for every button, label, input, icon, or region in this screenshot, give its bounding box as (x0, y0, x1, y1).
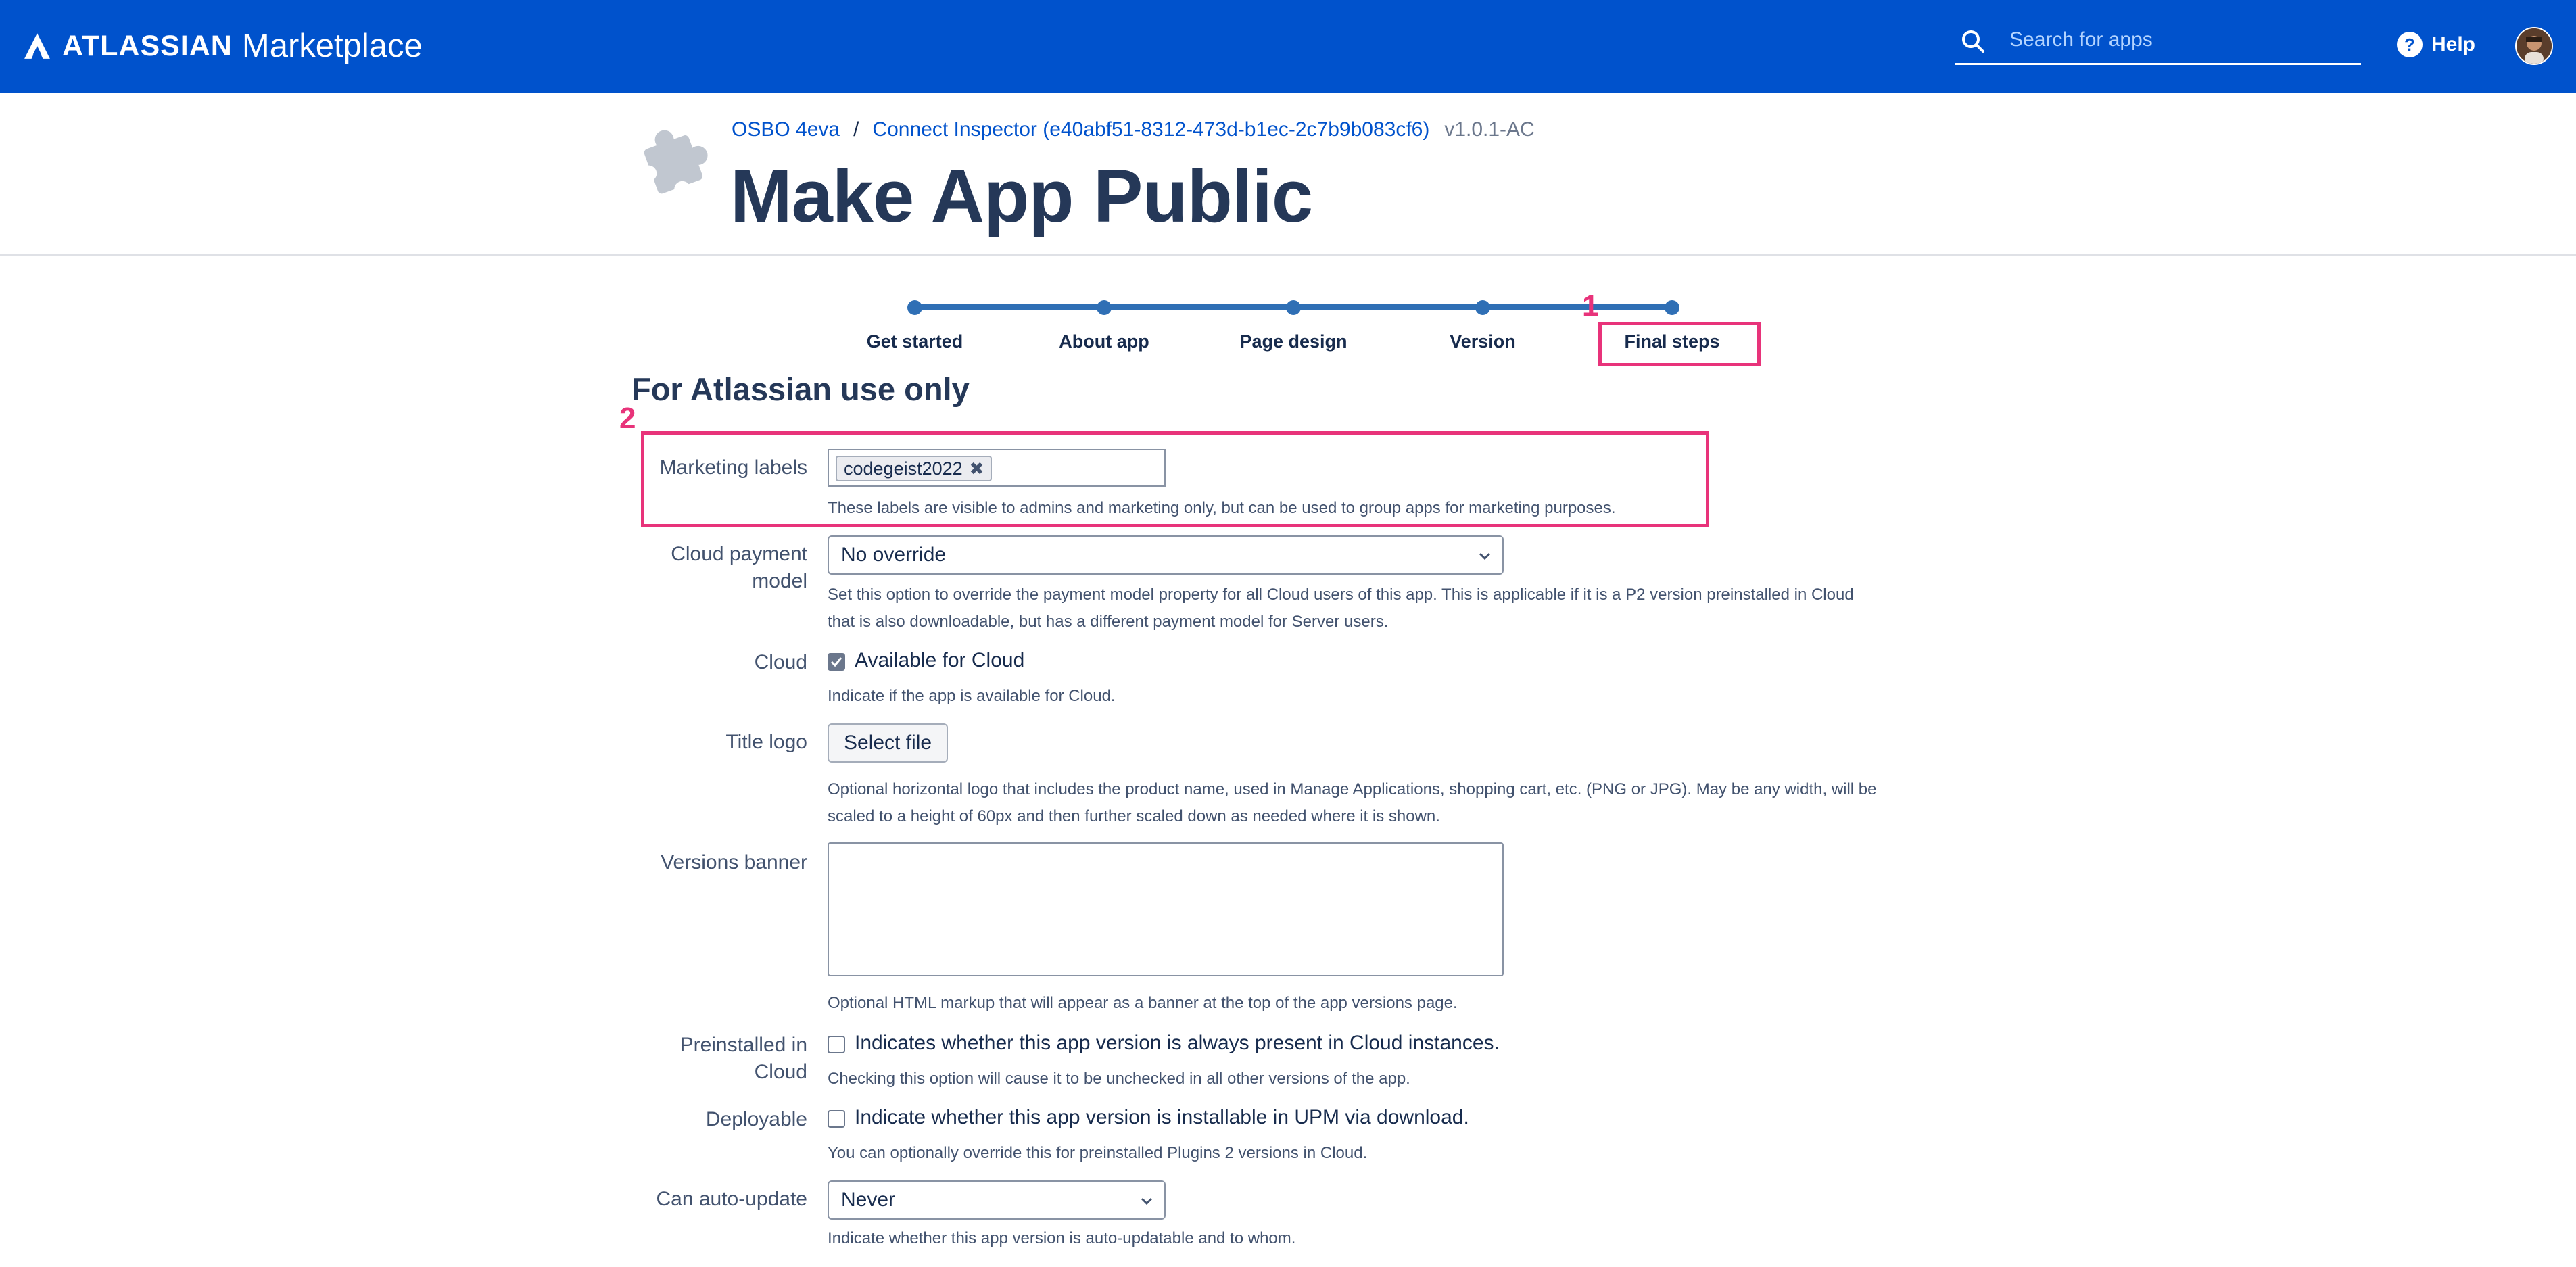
cloud-label: Cloud (754, 651, 807, 673)
marketing-labels-label: Marketing labels (659, 456, 807, 479)
deployable-checkbox[interactable] (828, 1110, 845, 1128)
title-logo-description-line2: scaled to a height of 60px and then further scaled down as needed where it is shown. (828, 807, 1440, 826)
tag-label: codegeist2022 (844, 458, 963, 479)
cloud-payment-model-value: No override (841, 544, 947, 566)
atlassian-logo-icon (23, 32, 51, 60)
help-icon (2396, 31, 2423, 58)
marketing-labels-description: These labels are visible to admins and marketing only, but can be used to group apps for marketing purposes. (828, 499, 1616, 517)
available-for-cloud-label[interactable]: Available for Cloud (855, 649, 1025, 671)
help-label: Help (2431, 33, 2476, 55)
annotation-marker-2: 2 (619, 402, 636, 435)
select-file-button[interactable]: Select file (828, 723, 948, 763)
step-dot-page-design (1286, 300, 1301, 315)
versions-banner-description: Optional HTML markup that will appear as a banner at the top of the app versions page. (828, 994, 1458, 1012)
deployable-label: Deployable (705, 1108, 807, 1130)
preinstalled-in-cloud-label-line2: Cloud (754, 1061, 807, 1083)
atlassian-marketplace-logo[interactable] (23, 26, 423, 66)
step-dot-about-app (1097, 300, 1112, 315)
user-avatar-image (2517, 28, 2552, 64)
help-link[interactable] (2396, 30, 2475, 59)
step-about-app[interactable]: About app (1059, 331, 1149, 352)
available-for-cloud-checkbox[interactable] (828, 653, 845, 671)
svg-text:?: ? (2404, 34, 2415, 55)
step-page-design[interactable]: Page design (1239, 331, 1347, 352)
title-logo-label: Title logo (725, 731, 807, 753)
can-auto-update-label: Can auto-update (656, 1188, 807, 1210)
checkmark-icon (829, 654, 844, 669)
cloud-payment-model-select[interactable] (828, 535, 1504, 575)
cloud-payment-model-description-line2: that is also downloadable, but has a different payment model for Server users. (828, 613, 1389, 631)
user-avatar[interactable] (2515, 27, 2553, 65)
versions-banner-label: Versions banner (661, 851, 807, 874)
top-navigation-bar (0, 0, 2576, 93)
page-title: Make App Public (730, 155, 1313, 238)
breadcrumb-vendor-link[interactable]: OSBO 4eva (732, 118, 840, 141)
breadcrumb-separator: / (853, 118, 859, 141)
versions-banner-textarea[interactable] (828, 842, 1504, 976)
step-dot-final-steps (1665, 300, 1679, 315)
breadcrumb-app-link[interactable]: Connect Inspector (e40abf51-8312-473d-b1ec-2c7b9b083cf6) (872, 118, 1430, 141)
marketing-labels-input[interactable] (828, 449, 1166, 487)
section-title: For Atlassian use only (631, 371, 970, 407)
chevron-down-icon (1478, 549, 1492, 563)
deployable-description: You can optionally override this for preinstalled Plugins 2 versions in Cloud. (828, 1144, 1368, 1162)
puzzle-piece-icon (630, 117, 721, 208)
chevron-down-icon (1140, 1194, 1153, 1208)
cloud-description: Indicate if the app is available for Cloud. (828, 687, 1116, 705)
preinstalled-in-cloud-description: Checking this option will cause it to be unchecked in all other versions of the app. (828, 1070, 1410, 1088)
deployable-checkbox-label[interactable]: Indicate whether this app version is installable in UPM via download. (855, 1106, 1469, 1128)
can-auto-update-description: Indicate whether this app version is auto-updatable and to whom. (828, 1229, 1296, 1247)
search-icon (1959, 28, 1986, 55)
tag-codegeist2022 (836, 456, 992, 481)
cloud-payment-model-description-line1: Set this option to override the payment model property for all Cloud users of this app. This is applicable if it is a P2 version preinstalled in Cloud (828, 585, 1854, 604)
brand-name: ATLASSIAN (62, 29, 233, 62)
can-auto-update-value: Never (841, 1189, 896, 1211)
preinstalled-in-cloud-checkbox[interactable] (828, 1036, 845, 1053)
tag-remove-icon[interactable]: ✖ (969, 458, 984, 479)
search-input[interactable] (2009, 19, 2354, 61)
annotation-marker-1: 1 (1582, 289, 1599, 322)
preinstalled-in-cloud-label-line1: Preinstalled in (679, 1034, 807, 1056)
search-bar (1955, 19, 2361, 65)
page-header (0, 93, 2576, 256)
step-dot-get-started (907, 300, 922, 315)
cloud-payment-model-label-line2: model (752, 570, 807, 592)
title-logo-description-line1: Optional horizontal logo that includes the product name, used in Manage Applications, shopping cart, etc. (PNG or JPG). May be any width, will be (828, 780, 1877, 798)
annotation-box-final-steps (1598, 322, 1761, 366)
step-dot-version (1475, 300, 1490, 315)
app-version: v1.0.1-AC (1444, 118, 1535, 141)
breadcrumb (732, 118, 1535, 141)
step-get-started[interactable]: Get started (866, 331, 963, 352)
step-version[interactable]: Version (1450, 331, 1516, 352)
brand-product: Marketplace (241, 28, 423, 64)
preinstalled-in-cloud-checkbox-label[interactable]: Indicates whether this app version is always present in Cloud instances. (855, 1032, 1500, 1054)
cloud-payment-model-label-line1: Cloud payment (671, 543, 807, 565)
step-final-steps[interactable]: Final steps (1624, 331, 1720, 352)
can-auto-update-select[interactable] (828, 1180, 1166, 1220)
